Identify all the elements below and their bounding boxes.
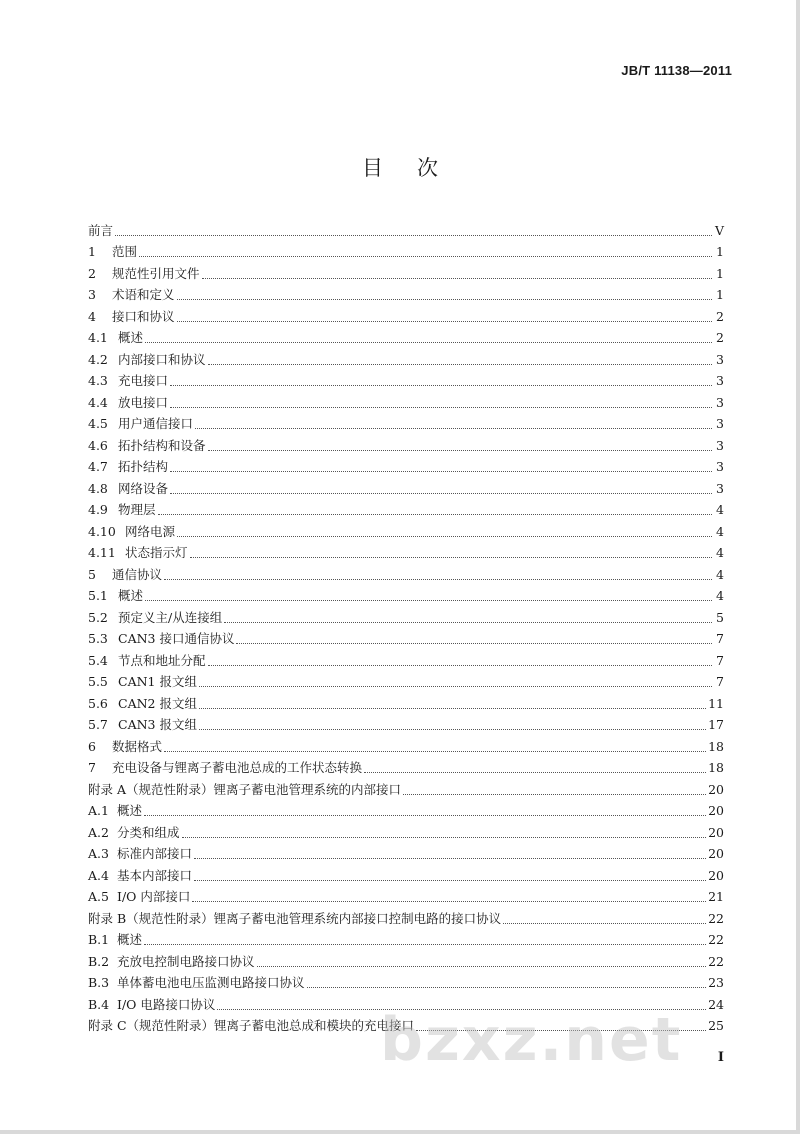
toc-entry-number: 5.5 [88, 674, 108, 689]
toc-entry-label [88, 674, 197, 690]
toc-entry-label [88, 782, 401, 798]
toc-entry[interactable] [88, 411, 724, 433]
standard-number: JB/T 11138—2011 [621, 63, 732, 78]
toc-dot-leader [217, 1008, 706, 1010]
toc-entry-number: 4.6 [88, 437, 108, 453]
toc-entry[interactable] [88, 454, 724, 476]
toc-entry-title: 附录 B（规范性附录）锂离子蓄电池管理系统内部接口控制电路的接口协议 [88, 910, 502, 926]
toc-entry-page: 17 [708, 717, 724, 732]
toc-entry-page: 3 [716, 373, 724, 388]
toc-entry-title: 接口和协议 [112, 308, 175, 324]
toc-entry[interactable] [88, 776, 724, 798]
toc-entry-label [88, 1018, 414, 1034]
toc-entry-number: 6 [88, 738, 96, 754]
toc-entry-label [88, 825, 180, 841]
toc-entry-page: 4 [716, 545, 724, 560]
toc-entry-title: 附录 A（规范性附录）锂离子蓄电池管理系统的内部接口 [88, 781, 402, 797]
toc-entry-number: A.5 [88, 889, 109, 904]
toc-entry-title: 分类和组成 [117, 824, 180, 840]
toc-dot-leader [170, 492, 712, 494]
toc-entry-page: 20 [708, 824, 724, 840]
toc-entry-page: 3 [716, 394, 724, 410]
toc-entry-label [88, 696, 197, 712]
toc-entry-label [88, 395, 168, 411]
toc-dot-leader [194, 879, 706, 881]
toc-entry-number: 4.10 [88, 523, 116, 539]
toc-entry-title: 附录 C（规范性附录）锂离子蓄电池总成和模块的充电接口 [88, 1018, 415, 1033]
toc-entry-title: 状态指示灯 [125, 545, 188, 560]
toc-entry-label [88, 954, 255, 970]
toc-dot-leader [182, 836, 707, 838]
toc-entry[interactable] [88, 991, 724, 1013]
toc-entry-label [88, 502, 156, 518]
toc-entry-number: 5.4 [88, 652, 108, 668]
toc-dot-leader [224, 621, 712, 623]
toc-entry[interactable] [88, 626, 724, 648]
toc-dot-leader [257, 965, 707, 967]
toc-entry[interactable] [88, 604, 724, 626]
toc-entry-page: 1 [716, 287, 724, 302]
toc-entry-title: 概述 [118, 330, 144, 345]
toc-entry-label [88, 889, 190, 905]
toc-entry-title: 规范性引用文件 [112, 265, 200, 281]
toc-entry-number: 2 [88, 265, 96, 281]
toc-entry-label [88, 524, 175, 540]
toc-entry-page: 3 [716, 351, 724, 367]
toc-entry-page: V [714, 222, 724, 238]
toc-dot-leader [144, 814, 706, 816]
toc-entry[interactable] [88, 346, 724, 368]
toc-entry-label [88, 567, 162, 583]
toc-dot-leader [164, 578, 712, 580]
toc-entry-label [88, 932, 142, 948]
toc-entry-number: 4.4 [88, 394, 108, 410]
toc-entry-page: 20 [708, 867, 724, 883]
toc-entry-title: 物理层 [118, 502, 156, 517]
toc-entry[interactable] [88, 540, 724, 562]
toc-entry[interactable] [88, 690, 724, 712]
toc-dot-leader [503, 922, 706, 924]
toc-entry-title: 基本内部接口 [117, 867, 193, 883]
toc-entry-number: B.3 [88, 975, 110, 990]
toc-entry-page: 20 [708, 803, 724, 818]
toc-entry[interactable] [88, 669, 724, 691]
toc-entry-page: 22 [708, 910, 724, 926]
toc-entry-page: 20 [708, 846, 724, 861]
toc-entry[interactable] [88, 325, 724, 347]
toc-entry-number: 5 [88, 566, 96, 582]
toc-entry-number: 4.3 [88, 373, 108, 388]
toc-entry-title: CAN2 报文组 [118, 695, 197, 711]
toc-entry-number: 3 [88, 287, 96, 302]
toc-entry[interactable] [88, 819, 724, 841]
toc-entry-number: B.1 [88, 932, 110, 947]
toc-entry-title: CAN3 报文组 [118, 717, 197, 732]
toc-entry-title: 单体蓄电池电压监测电路接口协议 [117, 975, 305, 990]
toc-entry-label [88, 481, 168, 497]
toc-entry-title: 预定义主/从连接组 [118, 609, 223, 625]
toc-entry-title: 拓扑结构 [118, 459, 169, 474]
toc-entry[interactable] [88, 389, 724, 411]
toc-entry-number: 5.1 [88, 588, 108, 603]
toc-entry-label [88, 309, 175, 325]
toc-entry-number: A.2 [88, 824, 109, 840]
toc-dot-leader [170, 406, 712, 408]
toc-entry[interactable] [88, 733, 724, 755]
toc-entry-title: 用户通信接口 [118, 416, 194, 431]
toc-dot-leader [208, 449, 712, 451]
toc-entry-number: B.4 [88, 996, 110, 1012]
toc-entry-label [88, 975, 305, 991]
toc-entry-title: 概述 [117, 803, 143, 818]
toc-entry-page: 3 [716, 480, 724, 496]
toc-entry[interactable] [88, 217, 724, 239]
toc-entry-number: A.4 [88, 867, 109, 883]
toc-entry-title: I/O 内部接口 [117, 889, 191, 904]
toc-entry-page: 23 [708, 975, 724, 990]
toc-entry-title: 前言 [88, 222, 114, 238]
toc-entry[interactable] [88, 862, 724, 884]
toc-entry[interactable] [88, 260, 724, 282]
toc-entry-page: 18 [708, 738, 724, 754]
toc-dot-leader [195, 427, 712, 429]
toc-entry-number: 4.1 [88, 330, 108, 345]
toc-entry-title: 网络电源 [125, 523, 176, 539]
toc-entry-number: 5.6 [88, 695, 108, 711]
toc-entry-label [88, 997, 215, 1013]
toc-entry-title: 数据格式 [112, 738, 163, 754]
watermark: bzxz.net [380, 1005, 683, 1075]
toc-entry-label [88, 545, 188, 561]
toc-dot-leader [144, 943, 706, 945]
toc-entry-page: 1 [716, 265, 724, 281]
toc-dot-leader [202, 277, 712, 279]
toc-entry-number: 4.5 [88, 416, 108, 431]
toc-entry-page: 25 [708, 1018, 724, 1033]
toc-entry-number: 4.7 [88, 459, 108, 474]
toc-entry-label [88, 373, 168, 389]
toc-entry[interactable] [88, 884, 724, 906]
toc-entry-title: 节点和地址分配 [118, 652, 206, 668]
toc-entry-label [88, 223, 113, 239]
toc-entry[interactable] [88, 647, 724, 669]
toc-entry-title: 网络设备 [118, 480, 169, 496]
toc-entry-number: A.1 [88, 803, 109, 818]
toc-dot-leader [199, 685, 712, 687]
toc-entry-label [88, 717, 197, 733]
toc-entry-page: 11 [708, 695, 724, 711]
toc-entry-title: 概述 [118, 588, 144, 603]
toc-entry-label [88, 760, 362, 776]
toc-entry-title: 术语和定义 [112, 287, 175, 302]
toc-entry-page: 7 [716, 652, 724, 668]
toc-entry[interactable] [88, 970, 724, 992]
toc-entry-number: 7 [88, 760, 96, 775]
toc-entry[interactable] [88, 841, 724, 863]
toc-entry[interactable] [88, 798, 724, 820]
toc-entry[interactable] [88, 1013, 724, 1035]
toc-entry-title: 充电设备与锂离子蓄电池总成的工作状态转换 [112, 760, 363, 775]
toc-entry[interactable] [88, 239, 724, 261]
toc-entry-title: 范围 [112, 244, 138, 259]
page-title: 目次 [362, 156, 472, 180]
toc-entry-label [88, 352, 206, 368]
toc-entry-page: 4 [716, 523, 724, 539]
toc-entry-page: 24 [708, 996, 724, 1012]
toc-entry-title: 充电接口 [118, 373, 169, 388]
toc-entry-label [88, 438, 206, 454]
toc-entry-page: 20 [708, 781, 724, 797]
toc-entry-page: 3 [716, 437, 724, 453]
toc-dot-leader [170, 384, 712, 386]
toc-entry-page: 18 [708, 760, 724, 775]
toc-entry-title: 概述 [117, 932, 143, 947]
toc-entry[interactable] [88, 927, 724, 949]
toc-dot-leader [307, 986, 707, 988]
toc-entry-title: 通信协议 [112, 566, 163, 582]
toc-entry[interactable] [88, 497, 724, 519]
toc-entry-label [88, 911, 501, 927]
toc-entry-page: 7 [716, 631, 724, 646]
toc-entry-page: 4 [716, 566, 724, 582]
toc-entry[interactable] [88, 518, 724, 540]
toc-entry-page: 1 [716, 244, 724, 259]
toc-entry-title: CAN1 报文组 [118, 674, 197, 689]
toc-entry-label [88, 739, 162, 755]
toc-entry-page: 4 [716, 588, 724, 603]
toc-dot-leader [115, 234, 712, 236]
toc-dot-leader [190, 556, 712, 558]
toc-entry-title: CAN3 接口通信协议 [118, 631, 235, 646]
toc-dot-leader [192, 900, 706, 902]
table-of-contents [88, 217, 724, 1034]
toc-entry-page: 21 [708, 889, 724, 904]
toc-dot-leader [177, 320, 712, 322]
toc-entry-page: 5 [716, 609, 724, 625]
toc-entry-number: 5.7 [88, 717, 108, 732]
toc-entry-page: 7 [716, 674, 724, 689]
toc-entry-title: 放电接口 [118, 394, 169, 410]
toc-entry[interactable] [88, 475, 724, 497]
toc-entry-label [88, 330, 143, 346]
toc-entry[interactable] [88, 561, 724, 583]
toc-entry-page: 3 [716, 416, 724, 431]
toc-dot-leader [177, 298, 712, 300]
toc-entry-title: 内部接口和协议 [118, 351, 206, 367]
toc-entry-number: 1 [88, 244, 96, 259]
toc-dot-leader [158, 513, 712, 515]
toc-entry[interactable] [88, 712, 724, 734]
toc-dot-leader [364, 771, 706, 773]
toc-entry-number: 4.8 [88, 480, 108, 496]
toc-entry-label [88, 459, 168, 475]
toc-entry-number: 4.9 [88, 502, 108, 517]
toc-dot-leader [208, 363, 712, 365]
toc-entry-label [88, 588, 143, 604]
toc-entry-title: 拓扑结构和设备 [118, 437, 206, 453]
toc-dot-leader [139, 255, 712, 257]
toc-entry-label [88, 416, 193, 432]
toc-entry-page: 2 [716, 308, 724, 324]
toc-entry-label [88, 631, 234, 647]
toc-entry-label [88, 266, 200, 282]
toc-entry[interactable] [88, 905, 724, 927]
toc-dot-leader [177, 535, 712, 537]
toc-entry[interactable] [88, 282, 724, 304]
toc-dot-leader [194, 857, 706, 859]
toc-entry-label [88, 244, 137, 260]
toc-entry-page: 2 [716, 330, 724, 345]
toc-dot-leader [145, 341, 712, 343]
toc-dot-leader [145, 599, 712, 601]
toc-entry-label [88, 287, 175, 303]
toc-dot-leader [208, 664, 712, 666]
toc-entry-number: 5.2 [88, 609, 108, 625]
toc-entry-label [88, 610, 222, 626]
toc-entry-number: 4.11 [88, 545, 116, 560]
toc-entry[interactable] [88, 755, 724, 777]
toc-entry-label [88, 846, 192, 862]
toc-entry-number: 5.3 [88, 631, 108, 646]
toc-dot-leader [403, 793, 706, 795]
toc-entry-number: B.2 [88, 953, 110, 969]
toc-entry-title: 标准内部接口 [117, 846, 193, 861]
toc-dot-leader [199, 728, 706, 730]
toc-entry[interactable] [88, 432, 724, 454]
toc-dot-leader [170, 470, 712, 472]
toc-dot-leader [199, 707, 706, 709]
toc-dot-leader [236, 642, 712, 644]
toc-entry-page: 3 [716, 459, 724, 474]
toc-entry-page: 22 [708, 953, 724, 969]
toc-entry-label [88, 653, 206, 669]
toc-entry-label [88, 868, 192, 884]
toc-entry-number: A.3 [88, 846, 109, 861]
toc-entry-page: 4 [716, 502, 724, 517]
toc-entry[interactable] [88, 948, 724, 970]
page-number: I [717, 1050, 724, 1065]
toc-dot-leader [416, 1029, 706, 1031]
toc-entry-number: 4.2 [88, 351, 108, 367]
toc-entry-title: I/O 电路接口协议 [117, 996, 216, 1012]
toc-entry-label [88, 803, 142, 819]
toc-entry-title: 充放电控制电路接口协议 [117, 953, 255, 969]
toc-entry-page: 22 [708, 932, 724, 947]
toc-entry-number: 4 [88, 308, 96, 324]
toc-entry[interactable] [88, 583, 724, 605]
toc-entry[interactable] [88, 303, 724, 325]
toc-entry[interactable] [88, 368, 724, 390]
toc-dot-leader [164, 750, 706, 752]
